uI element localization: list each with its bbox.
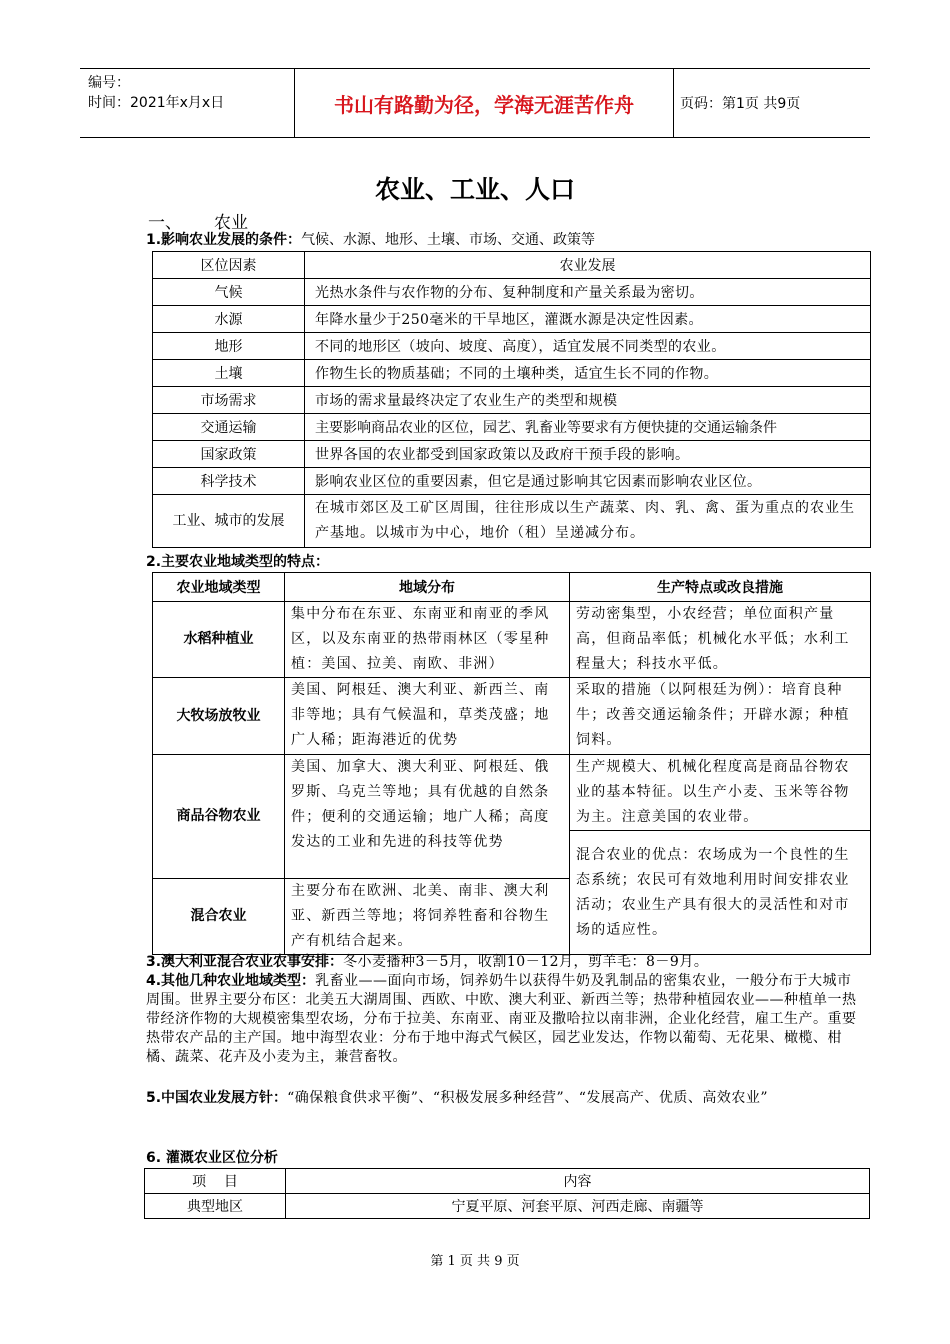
type-cell: 商品谷物农业 [153, 755, 285, 879]
subheading-2 [146, 553, 329, 572]
table-header: 农业地域类型 [153, 573, 285, 602]
desc-cell: 不同的地形区（坡向、坡度、高度），适宜发展不同类型的农业。 [305, 333, 871, 360]
factor-table [152, 251, 871, 548]
factor-cell: 水源 [153, 306, 305, 333]
table-row [153, 495, 871, 548]
feature-cell: 采取的措施（以阿根廷为例）：培育良种牛；改善交通运输条件；开辟水源；种植饲料。 [570, 678, 871, 755]
section-label: 农业 [214, 213, 248, 233]
table-row [153, 678, 871, 755]
table-row [153, 387, 871, 414]
header-motto: 书山有路勤为径，学海无涯苦作舟 [294, 69, 674, 137]
page-header [80, 68, 870, 138]
paragraph-5-title: 5.中国农业发展方针： [146, 1090, 288, 1106]
item-cell: 典型地区 [145, 1194, 286, 1219]
table-header: 区位因素 [153, 252, 305, 279]
factor-cell: 科学技术 [153, 468, 305, 495]
subheading-6 [146, 1149, 278, 1168]
factor-cell: 国家政策 [153, 441, 305, 468]
distribution-cell: 美国、阿根廷、澳大利亚、新西兰、南非等地；具有气候温和，草类茂盛；地广人稀；距海港近的优势 [285, 678, 570, 755]
desc-cell: 作物生长的物质基础；不同的土壤种类，适宜生长不同的作物。 [305, 360, 871, 387]
table-header-row [145, 1169, 870, 1194]
type-cell: 大牧场放牧业 [153, 678, 285, 755]
type-cell: 混合农业 [153, 879, 285, 955]
table-header: 地域分布 [285, 573, 570, 602]
desc-cell: 主要影响商品农业的区位，园艺、乳畜业等要求有方便快捷的交通运输条件 [305, 414, 871, 441]
paragraph-3-title: 3.澳大利亚混合农业农事安排： [146, 954, 344, 970]
date-label: 时间：2021年x月x日 [88, 95, 225, 111]
table-row [153, 333, 871, 360]
table-row [153, 414, 871, 441]
subheading-1 [146, 231, 595, 250]
distribution-cell: 主要分布在欧洲、北美、南非、澳大利亚、新西兰等地；将饲养牲畜和谷物生产有机结合起来。 [285, 879, 570, 955]
desc-cell: 影响农业区位的重要因素，但它是通过影响其它因素而影响农业区位。 [305, 468, 871, 495]
factor-cell: 工业、城市的发展 [153, 495, 305, 548]
feature-cell: 生产规模大、机械化程度高是商品谷物农业的基本特征。以生产小麦、玉米等谷物为主。注意美国的农业带。 [570, 755, 871, 831]
table-header: 内容 [286, 1169, 870, 1194]
subheading-2-title: 2.主要农业地域类型的特点： [146, 554, 330, 570]
desc-cell: 世界各国的农业都受到国家政策以及政府干预手段的影响。 [305, 441, 871, 468]
number-label: 编号： [88, 75, 130, 91]
factor-cell: 交通运输 [153, 414, 305, 441]
desc-cell: 年降水量少于250毫米的干旱地区，灌溉水源是决定性因素。 [305, 306, 871, 333]
page-footer: 第 1 页 共 9 页 [430, 1254, 520, 1269]
distribution-cell: 美国、加拿大、澳大利亚、阿根廷、俄罗斯、乌克兰等地；具有优越的自然条件；便利的交通运输；地广人稀；高度发达的工业和先进的科技等优势 [285, 755, 570, 879]
feature-cell: 混合农业的优点：农场成为一个良性的生态系统；农民可有效地利用时间安排农业活动；农业生产具有很大的灵活性和对市场的适应性。 [570, 831, 871, 955]
document-title: 农业、工业、人口 [374, 175, 575, 204]
type-cell: 水稻种植业 [153, 602, 285, 678]
table-row [153, 468, 871, 495]
table-row [153, 279, 871, 306]
header-page-info: 页码：第1页 共9页 [680, 96, 801, 112]
table-header: 农业发展 [305, 252, 871, 279]
table-header-row [153, 573, 871, 602]
subheading-6-title: 6. 灌溉农业区位分析 [146, 1150, 278, 1166]
table-row [153, 306, 871, 333]
desc-cell: 市场的需求量最终决定了农业生产的类型和规模 [305, 387, 871, 414]
irrigation-table [144, 1168, 870, 1219]
factor-cell: 气候 [153, 279, 305, 306]
paragraph-5-text: “确保粮食供求平衡”、“积极发展多种经营”、“发展高产、优质、高效农业” [287, 1090, 769, 1106]
factor-cell: 土壤 [153, 360, 305, 387]
paragraph-3 [146, 953, 861, 972]
desc-cell: 在城市郊区及工矿区周围，往往形成以生产蔬菜、肉、乳、禽、蛋为重点的农业生产基地。以城市为中心，地价（租）呈递减分布。 [305, 495, 871, 548]
table-header-row [153, 252, 871, 279]
agri-type-table [152, 572, 871, 955]
paragraph-4-title: 4.其他几种农业地域类型： [146, 973, 316, 989]
subheading-1-title: 1.影响农业发展的条件： [146, 232, 302, 248]
section-heading [148, 208, 248, 233]
table-row [153, 602, 871, 678]
table-row [145, 1194, 870, 1219]
paragraph-4-text: 乳畜业——面向市场，饲养奶牛以获得牛奶及乳制品的密集农业，一般分布于大城市周围。世界主要分布区：北美五大湖周围、西欧、中欧、澳大利亚、新西兰等；热带种植园农业——种植单一热带经济作物的大规模密集型农场，分布于拉美、东南亚、南亚及撒哈拉以南非洲，企业化经营，雇工生产。重要热带农产品的主产国。地中海型农业：分布于地中海式气候区，园艺业发达，作物以葡萄、无花果、橄榄、柑橘、蔬菜、花卉及小麦为主，兼营畜牧。 [146, 973, 857, 1065]
factor-cell: 市场需求 [153, 387, 305, 414]
table-header: 项 目 [145, 1169, 286, 1194]
paragraph-3-text: 冬小麦播种3－5月，收割10－12月，剪羊毛：8－9月。 [343, 954, 709, 970]
header-meta [80, 69, 294, 137]
desc-cell: 光热水条件与农作物的分布、复种制度和产量关系最为密切。 [305, 279, 871, 306]
factor-cell: 地形 [153, 333, 305, 360]
table-row [153, 360, 871, 387]
subheading-1-text: 气候、水源、地形、土壤、市场、交通、政策等 [301, 232, 596, 248]
feature-cell: 劳动密集型，小农经营；单位面积产量高，但商品率低；机械化水平低；水利工程量大；科技水平低。 [570, 602, 871, 678]
paragraph-4 [146, 972, 861, 1067]
table-row [153, 441, 871, 468]
distribution-cell: 集中分布在东亚、东南亚和南亚的季风区，以及东南亚的热带雨林区（零星种植：美国、拉美、南欧、非洲） [285, 602, 570, 678]
table-row [153, 755, 871, 831]
paragraph-5 [146, 1089, 861, 1108]
content-cell: 宁夏平原、河套平原、河西走廊、南疆等 [286, 1194, 870, 1219]
section-number: 一、 [148, 213, 182, 233]
table-header: 生产特点或改良措施 [570, 573, 871, 602]
